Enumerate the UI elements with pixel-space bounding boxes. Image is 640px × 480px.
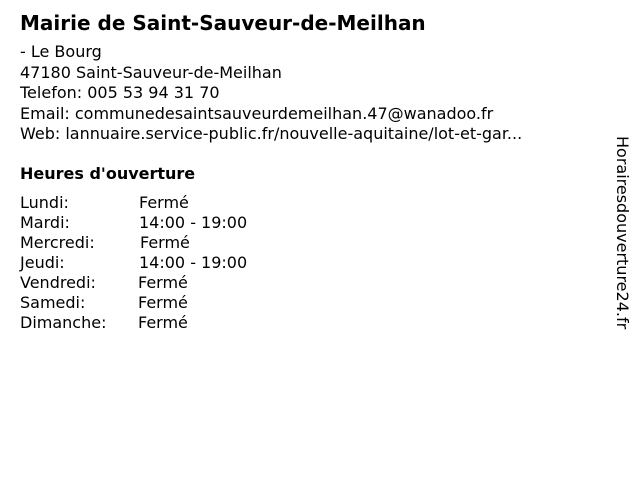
email-line: Email: communedesaintsauveurdemeilhan.47@wanadoo.fr xyxy=(20,103,494,123)
day-label: Vendredi: xyxy=(20,273,96,292)
hours-value: 14:00 - 19:00 xyxy=(139,213,248,232)
address-line-1: - Le Bourg xyxy=(20,42,102,61)
phone-line: Telefon: 005 53 94 31 70 xyxy=(20,83,220,102)
hours-value: 14:00 - 19:00 xyxy=(139,253,248,272)
hours-value: Fermé xyxy=(138,273,188,292)
day-label: Lundi: xyxy=(20,193,69,212)
day-label: Mercredi: xyxy=(20,233,95,252)
page-title: Mairie de Saint-Sauveur-de-Meilhan xyxy=(20,11,426,35)
day-label: Dimanche: xyxy=(20,313,107,332)
day-label: Mardi: xyxy=(20,213,70,232)
site-brand-text: Horairesdouverture24.fr xyxy=(613,136,632,330)
day-label: Samedi: xyxy=(20,293,86,312)
hours-value: Fermé xyxy=(140,233,190,252)
contact-block xyxy=(20,42,522,145)
hours-value: Fermé xyxy=(138,293,188,312)
address-line-2: 47180 Saint-Sauveur-de-Meilhan xyxy=(20,62,282,82)
day-label: Jeudi: xyxy=(20,253,65,272)
web-line: Web: lannuaire.service-public.fr/nouvelle-aquitaine/lot-et-gar... xyxy=(20,124,523,143)
hours-value: Fermé xyxy=(138,313,188,332)
hours-value: Fermé xyxy=(139,193,189,212)
hours-heading: Heures d'ouverture xyxy=(20,164,196,183)
